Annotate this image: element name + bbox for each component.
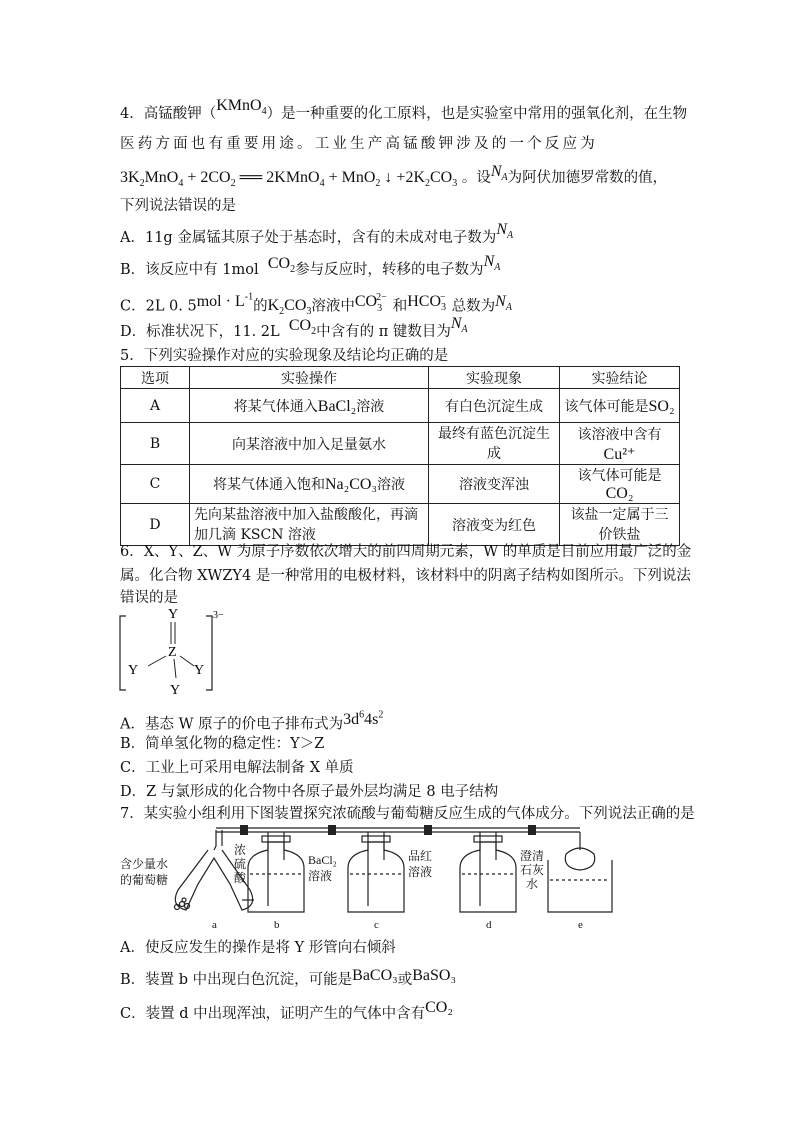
label-d3: 水 [526,877,539,891]
q6-option-d: D．Z 与氯形成的化合物中各原子最外层均满足 8 电子结构 [120,784,499,800]
label-glucose-2: 的葡萄糖 [120,873,169,887]
label-c2: 溶液 [408,865,433,879]
letter-a: a [212,919,217,931]
q4-line1: 4．高锰酸钾（KMnO$_4$）是一种重要的化工原料，也是实验室中常用的强氧化剂，在生物 [120,97,688,122]
q6-line1: 6．X、Y、Z、W 为原子序数依次增大的前四周期元素，W 的单质是目前应用最广泛的金 [120,544,692,560]
letter-b: b [274,919,280,931]
q4-option-d: D．标准状况下，11. 2L $CO_2$中含有的 π 键数目为$N_A$ [120,315,468,340]
q4-line4: 下列说法错误的是 [120,198,236,214]
q7-option-b: B．装置 b 中出现白色沉淀，可能是BaCO₃或BaSO₃ [120,967,457,988]
label-b1: BaCl₂ [308,853,337,867]
q7-option-a: A．使反应发生的操作是将 Y 形管向右倾斜 [120,940,396,956]
label-acid-3: 酸 [234,871,247,885]
label-glucose-1: 含少量水 [120,857,169,871]
q4-option-a: A．11g 金属锰其原子处于基态时，含有的未成对电子数为$N_A$ [120,221,514,246]
q4-equation-line: $3K_2MnO_4 + 2CO_2$ ══ 2KMnO$_4$ + MnO$_2$ ↓ $+2K_2CO_3$ 。设$N_A$为阿伏加德罗常数的值， [120,163,668,190]
anion-structure-figure [118,604,228,704]
charge-label: 3− [213,610,224,621]
letter-d: d [486,919,492,931]
q7-stem: 7．某实验小组利用下图装置探究浓硫酸与葡萄糖反应生成的气体成分。下列说法正确的是 [120,806,695,822]
letter-c: c [374,919,379,931]
label-b2: 溶液 [308,869,333,883]
atom-y-left: Y [128,663,139,678]
q4-option-c: C．2L 0. $5mol \cdot L^{-1}$的$K_2CO_3$溶液中$CO_3^{2-}$和$HCO_3^-$总数为$N_A$ [120,292,512,318]
letter-e: e [578,919,583,931]
atom-z: Z [168,645,177,660]
table-row: D 先向某盐溶液中加入盐酸酸化，再滴加几滴 KSCN 溶液 溶液变为红色 该盐一定属于三价铁盐 [121,504,680,546]
reaction-equation: $3K_2MnO_4 + 2CO_2$ ══ 2KMnO$_4$ + MnO$_2$ ↓ $+2K_2CO_3$ [120,169,458,190]
q4-line2: 医药方面也有重要用途。工业生产高锰酸钾涉及的一个反应为 [120,136,598,152]
table-row: A 将某气体通入BaCl₂溶液 有白色沉淀生成 该气体可能是SO₂ [121,389,680,423]
label-acid-1: 浓 [234,843,247,857]
q6-option-b: B．简单氢化物的稳定性：Y＞Z [120,736,325,752]
apparatus-figure [118,820,678,932]
label-acid-2: 硫 [234,857,247,871]
na-symbol: $N_A$ [490,163,508,184]
q6-option-a: A．基态 W 原子的价电子排布式为$3d^64s^2$ [120,710,384,733]
label-d1: 澄清 [520,849,545,863]
formula-kmno4: KMnO$_4$ [216,97,267,118]
q5-table: 选项 实验操作 实验现象 实验结论 A 将某气体通入BaCl₂溶液 有白色沉淀生成 该气体可能是SO₂ B 向某溶液中加入足量氨水 最终有蓝色沉淀生成 该溶液中含有Cu²⁺ C 将某气体通入饱和Na₂CO₃溶液 溶液变浑浊 该气体可能是CO₂ D 先向某盐溶液中加入盐酸酸化，再滴加几滴 KSCN 溶液 溶液变为红色 该盐一定属于三价铁盐 [120,366,680,546]
atom-y-right: Y [194,663,205,678]
label-d2: 石灰 [520,863,545,877]
table-row: B 向某溶液中加入足量氨水 最终有蓝色沉淀生成 该溶液中含有Cu²⁺ [121,423,680,465]
q7-option-c: C．装置 d 中出现浑浊，证明产生的气体中含有CO₂ [120,999,453,1022]
q6-option-c: C．工业上可采用电解法制备 X 单质 [120,760,354,776]
q4-option-b: B．该反应中有 1mol $CO_2$参与反应时，转移的电子数为$N_A$ [120,253,501,278]
atom-y-bottom: Y [170,683,181,698]
q6-line3: 错误的是 [120,590,178,606]
q6-line2: 属。化合物 XWZY4 是一种常用的电极材料，该材料中的阴离子结构如图所示。下列说法 [120,568,691,584]
table-row: C 将某气体通入饱和Na₂CO₃溶液 溶液变浑浊 该气体可能是CO₂ [121,465,680,504]
label-c1: 品红 [408,849,433,863]
atom-y-top: Y [168,607,179,622]
q5-stem: 5．下列实验操作对应的实验现象及结论均正确的是 [120,348,449,364]
